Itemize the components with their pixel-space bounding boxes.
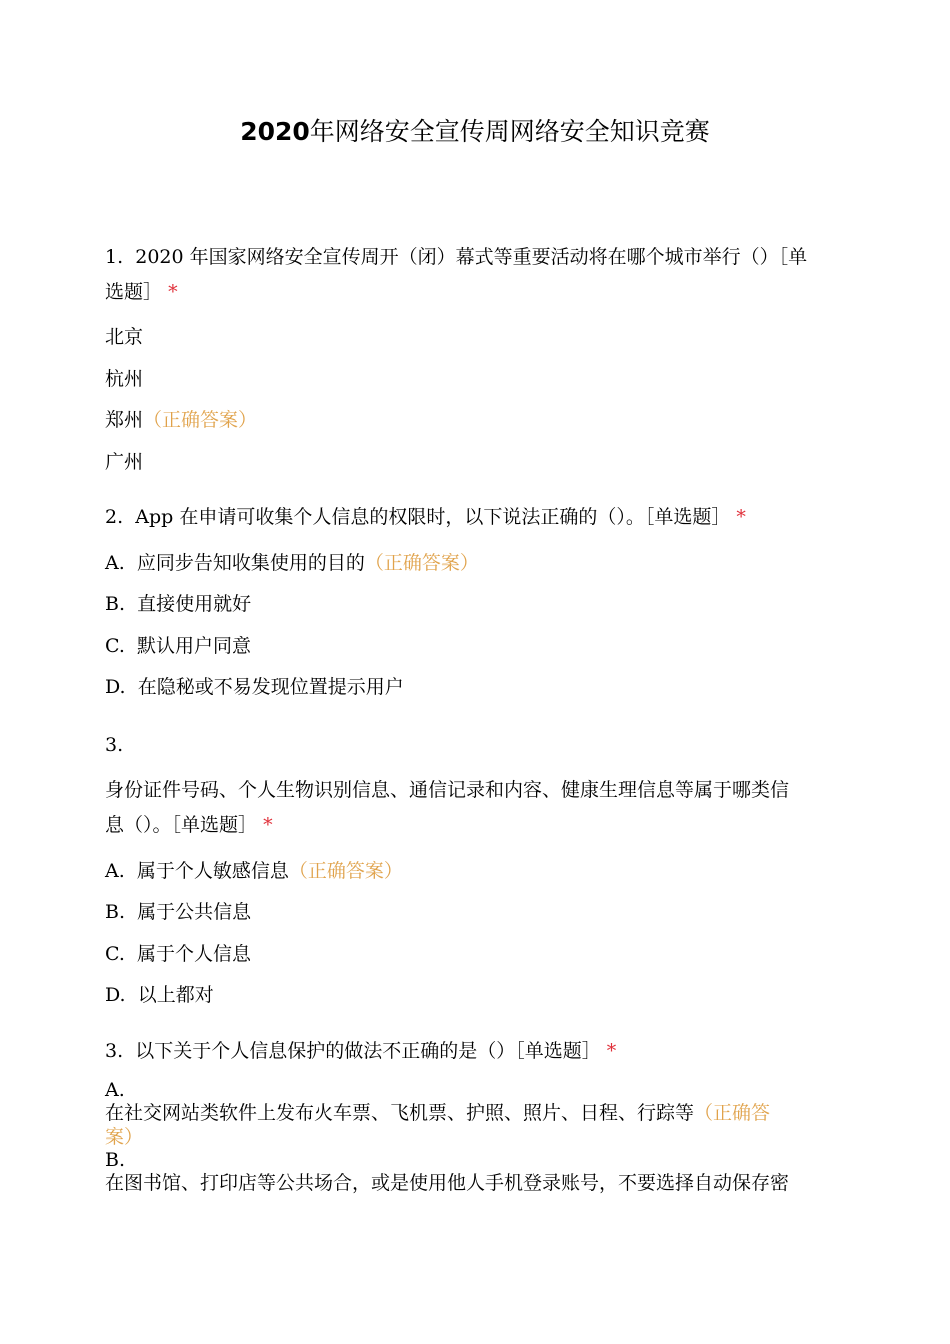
q3-option-c[interactable]: C. 属于个人信息: [105, 943, 252, 965]
q2-option-d[interactable]: D. 在隐秘或不易发现位置提示用户: [105, 676, 404, 698]
question-2: 2. App 在申请可收集个人信息的权限时，以下说法正确的（）。［单选题］ *: [105, 506, 746, 528]
question-4-text: 以下关于个人信息保护的做法不正确的是（）［单选题］: [135, 1040, 601, 1062]
correct-answer-tag: （正确答案）: [364, 552, 479, 574]
question-3-line-1: 身份证件号码、个人生物识别信息、通信记录和内容、健康生理信息等属于哪类信: [105, 779, 790, 801]
q3-option-b[interactable]: B. 属于公共信息: [105, 901, 252, 923]
q3-option-d[interactable]: D. 以上都对: [105, 984, 214, 1006]
q1-option-2[interactable]: 杭州: [105, 368, 144, 390]
q4-option-a-letter[interactable]: A.: [105, 1079, 125, 1101]
question-2-text: App 在申请可收集个人信息的权限时，以下说法正确的（）。［单选题］: [135, 506, 731, 528]
q2-option-c[interactable]: C. 默认用户同意: [105, 635, 252, 657]
correct-answer-tag: （正确答: [694, 1102, 771, 1124]
required-star: *: [606, 1040, 617, 1062]
required-star: *: [168, 281, 178, 303]
required-star: *: [263, 814, 273, 836]
q4-option-a-text[interactable]: 在社交网站类软件上发布火车票、飞机票、护照、照片、日程、行踪等（正确答: [105, 1102, 771, 1124]
title-text: 年网络安全宣传周网络安全知识竞赛: [309, 117, 710, 146]
question-1-line-1: 1. 2020 年国家网络安全宣传周开（闭）幕式等重要活动将在哪个城市举行（）［单: [105, 246, 808, 268]
q1-option-4[interactable]: 广州: [105, 451, 144, 473]
question-4: 3. 以下关于个人信息保护的做法不正确的是（）［单选题］ *: [105, 1040, 617, 1062]
q4-option-a-text-cont: 案）: [105, 1126, 144, 1148]
question-3-number: 3.: [105, 734, 124, 756]
q2-option-b[interactable]: B. 直接使用就好: [105, 593, 252, 615]
correct-answer-tag: （正确答案）: [288, 860, 403, 882]
q4-option-b-letter[interactable]: B.: [105, 1149, 126, 1171]
page-title: [0, 112, 950, 152]
question-1-text: 2020 年国家网络安全宣传周开（闭）幕式等重要活动将在哪个城市举行（）［单: [135, 246, 808, 268]
question-1-line-2: 选题］ *: [105, 281, 178, 303]
correct-answer-tag: （正确答案）: [143, 409, 258, 431]
q3-option-a[interactable]: A. 属于个人敏感信息（正确答案）: [105, 860, 403, 882]
q1-option-1[interactable]: 北京: [105, 326, 144, 348]
required-star: *: [736, 506, 746, 528]
q1-option-3[interactable]: 郑州（正确答案）: [105, 409, 258, 431]
q4-option-b-text[interactable]: 在图书馆、打印店等公共场合，或是使用他人手机登录账号，不要选择自动保存密: [105, 1172, 790, 1194]
q2-option-a[interactable]: A. 应同步告知收集使用的目的（正确答案）: [105, 552, 479, 574]
title-year: 2020: [240, 117, 310, 146]
question-3-line-2: 息（）。［单选题］ *: [105, 814, 273, 836]
